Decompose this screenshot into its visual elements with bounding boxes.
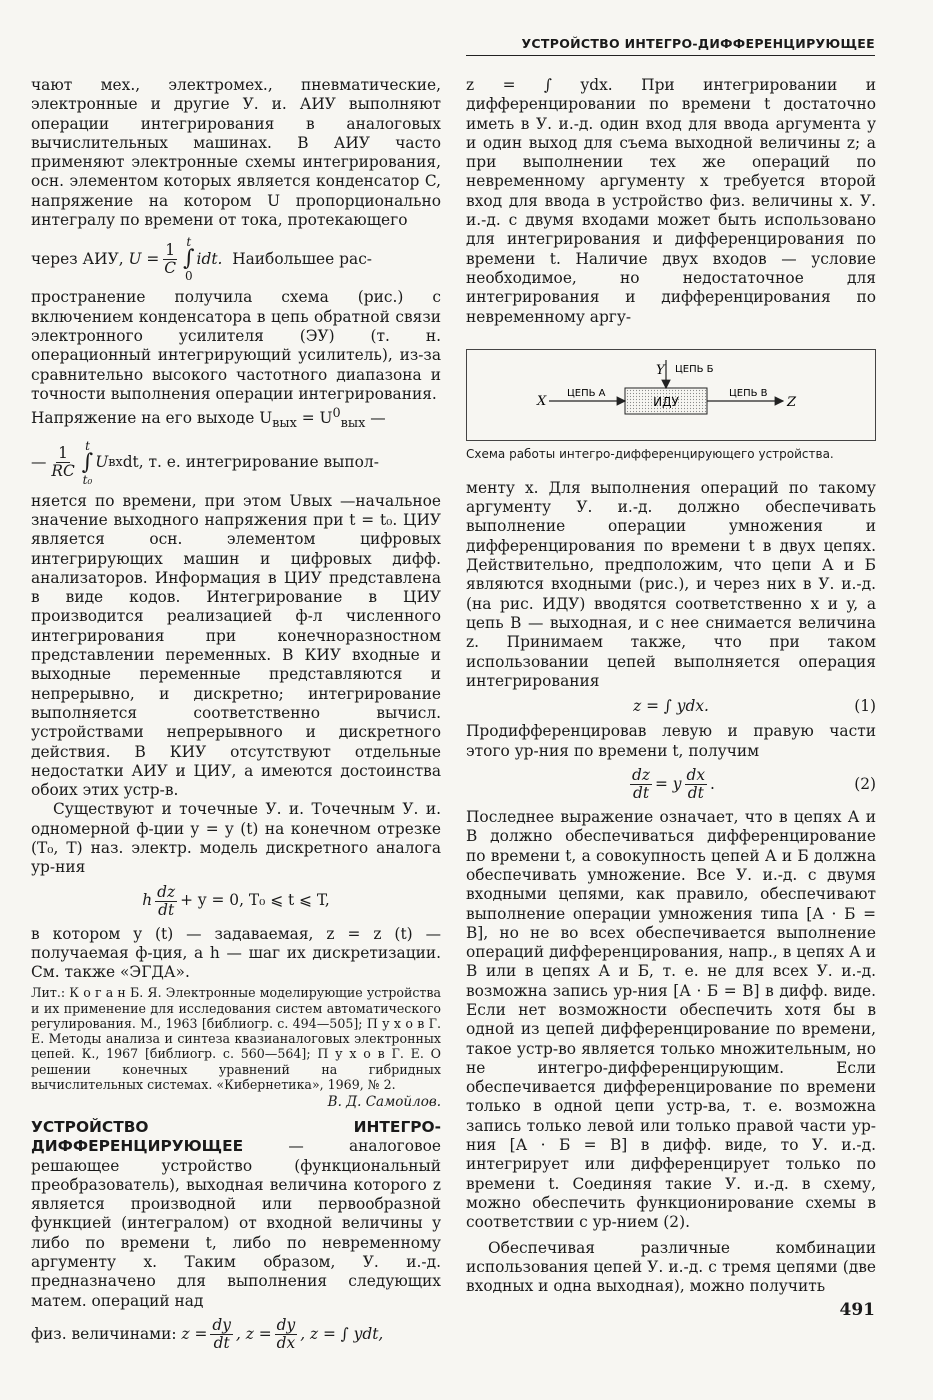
entry-text: — аналоговое решающее устройство (функциональный преобразователь), выходная величина которого z является производной или первообразной функцией (интегралом) от входной величины y либо по времени t, либо по невременному аргументу x. Таким образом, У. и.-д. предназначено для выполнения следующих матем. операций над xyxy=(31,1137,441,1310)
equation-number: (2) xyxy=(854,774,876,793)
denominator: dt xyxy=(633,784,650,803)
formula-text: U = xyxy=(128,249,160,268)
equation-2 xyxy=(466,767,876,802)
label-y: Y xyxy=(656,362,665,378)
paragraph: z = ∫ ydx. При интегрировании и дифференцировании по времени t достаточно иметь в У. и.-д. один вход для ввода аргумента y и один выход для съема выходной величины z; а при выполнении тех же операций по невременному аргументу x требуется второй вход для ввода в устройство физ. величины x. У. и.-д. с двумя входами может быть использовано для интегрирования и дифференцирования по времени t. Наличие двух входов — условие необходимое, но недостаточное для интегрирования и дифференцирования по невременному аргу- xyxy=(466,76,876,326)
formula-aiu xyxy=(31,236,441,282)
literature-list: Лит.: К о г а н Б. Я. Электронные моделирующие устройства и их применение для исследования систем автоматического регулирования. М., 1963 [библиогр. с. 494—505]; П у х о в Г. Е. Методы анализа и синтеза квазианалоговых электронных цепей. К., 1967 [библиогр. с. 560—564]; П у х о в Г. Е. О решении конечных уравнений на гибридных вычислительных системах. «Кибернетика», 1969, № 2. xyxy=(31,985,441,1092)
integral-sign: t ∫ 0 xyxy=(183,235,195,284)
formula-text: idt. xyxy=(196,249,223,268)
lower-limit: t₀ xyxy=(82,472,93,487)
formula-text: физ. величинами: xyxy=(31,1324,177,1343)
numerator: dz xyxy=(157,882,176,901)
formula-text: dt, т. е. интегрирование выпол- xyxy=(122,453,379,471)
running-header xyxy=(0,32,933,58)
formula-operations xyxy=(31,1317,441,1352)
numerator: dz xyxy=(632,766,651,785)
formula-text: = U xyxy=(296,409,333,428)
fraction xyxy=(155,884,177,919)
entry-paragraph xyxy=(31,1118,441,1311)
right-column xyxy=(466,76,876,1296)
fraction xyxy=(630,767,652,802)
denominator: C xyxy=(164,258,177,277)
denominator: dt xyxy=(158,900,175,919)
formula-output xyxy=(31,404,441,434)
paragraph: Существуют и точечные У. и. Точечным У. и. одномерной ф-ции y = y (t) на конечном отрезке (T₀, T) наз. электр. модель дискретного аналога ур-ния xyxy=(31,800,441,877)
formula-text: Напряжение на его выходе U xyxy=(31,409,273,428)
fraction xyxy=(210,1317,233,1352)
upper-limit: t xyxy=(85,438,90,453)
fraction xyxy=(49,445,76,480)
formula-difference xyxy=(31,884,441,919)
device-label: ИДУ xyxy=(653,394,679,409)
lower-limit: 0 xyxy=(184,269,193,284)
header-title: УСТРОЙСТВО ИНТЕГРО-ДИФФЕРЕНЦИРУЮЩЕЕ xyxy=(521,36,875,51)
header-rule xyxy=(466,55,875,56)
paragraph: Обеспечивая различные комбинации использования цепей У. и.-д. с тремя цепями (две входных и одна выходная), можно получить xyxy=(466,1238,876,1296)
figure-diagram xyxy=(466,349,876,441)
left-column xyxy=(31,76,441,1358)
formula-text: , z = xyxy=(235,1324,272,1343)
numerator: 1 xyxy=(58,444,68,463)
author-signature: В. Д. Самойлов. xyxy=(327,1093,441,1110)
page-number: 491 xyxy=(839,1300,875,1320)
fraction xyxy=(162,242,178,277)
formula-text: — xyxy=(31,453,47,471)
numerator: 1 xyxy=(165,240,176,259)
formula-text: , z = ∫ ydt, xyxy=(300,1324,384,1343)
label-chain-v: ЦЕПЬ В xyxy=(729,387,768,399)
fraction xyxy=(685,767,708,802)
formula-text: z = xyxy=(181,1324,208,1343)
denominator: dt xyxy=(687,784,704,803)
paragraph: Последнее выражение означает, что в цепях А и В должно обеспечиваться дифференцирование по времени t, а совокупность цепей А и Б должна обеспечивать умножение. Все У. и.-д. с двумя входными цепями, как правило, обеспечивают выполнение операции умножения типа [А · Б = В], но не во всех обеспечивается выполнение операций дифференцирования, напр., в цепях А и В или в цепях А и Б, т. е. не для всех У. и.-д. возможна запись ур-ния [А · Б = В] в дифф. виде. Если нет возможности обеспечить хотя бы в одной из цепей дифференцирование по времени, такое устр-во является только множительным, но не интегро-дифференцирующим. Если обеспечивается дифференцирование по времени только в одной цепи устр-ва, т. е. возможна запись только левой или только правой части ур-ния [А · Б = В] в дифф. виде, то У. и.-д. интегрирует или дифференцирует только по времени t. Соединяя такие У. и.-д. в схему, можно обеспечить функционирование схемы в соответствии с ур-нием (2). xyxy=(466,808,876,1232)
equation-text: z = ∫ ydx. xyxy=(633,697,709,716)
label-x: X xyxy=(537,393,547,409)
formula-text: — xyxy=(365,409,386,428)
paragraph: Продифференцировав левую и правую части этого ур-ния по времени t, получим xyxy=(466,722,876,760)
label-chain-a: ЦЕПЬ А xyxy=(567,387,606,399)
formula-text: через АИУ, xyxy=(31,249,124,268)
label-z: Z xyxy=(787,394,797,410)
label-chain-b: ЦЕПЬ Б xyxy=(675,363,714,375)
paragraph: чают мех., электромех., пневматические, электронные и другие У. и. АИУ выполняют операции интегрирования в аналоговых вычислительных машинах. В АИУ часто применяют электронные схемы интегрирования, осн. элементом которых является конденсатор C, напряжение на котором U пропорционально интегралу по времени от тока, протекающего xyxy=(31,76,441,230)
numerator: dy xyxy=(276,1315,296,1334)
paragraph: менту x. Для выполнения операций по такому аргументу У. и.-д. должно обеспечивать выполнение операции умножения и дифференцирования по времени t в двух цепях. Действительно, предположим, что цепи А и Б являются входными (рис.), и через них в У. и.-д. (на рис. ИДУ) вводятся соответственно x и y, а цепь В — выходная, и с нее снимается величина z. Принимаем также, что при таком использовании цепей выполняется операция интегрирования xyxy=(466,478,876,690)
formula-text: Наибольшее рас- xyxy=(232,249,373,268)
fraction xyxy=(275,1317,298,1352)
figure-caption: Схема работы интегро-дифференцирующего устройства. xyxy=(466,446,834,461)
formula-text: h xyxy=(142,891,153,910)
upper-limit: t xyxy=(186,235,192,250)
formula-text: + y = 0, T₀ ⩽ t ⩽ T, xyxy=(180,891,330,910)
subscript: вх xyxy=(108,455,123,470)
denominator: dt xyxy=(213,1333,230,1352)
integral-sign: t ∫ t₀ xyxy=(81,438,94,487)
subscript: вых xyxy=(272,416,297,432)
numerator: dy xyxy=(212,1315,231,1334)
entry-term: УСТРОЙСТВО ИНТЕГРО-ДИФФЕРЕНЦИРУЮЩЕЕ xyxy=(31,1117,441,1156)
paragraph: пространение получила схема (рис.) с включением конденсатора в цепь обратной связи электронного усилителя (ЭУ) (т. н. операционный интегрирующий усилитель), из-за сравнительно высокого частотного диапазона и точности выполнения операции интегрирования. xyxy=(31,288,441,403)
paragraph: няется по времени, при этом Uвых —начальное значение выходного напряжения при t = t₀. ЦИУ является осн. элементом цифровых интегрирующих машин и цифровых дифф. анализаторов. Информация в ЦИУ представлена в виде кодов. Интегрирование в ЦИУ производится реализацией ф-л численного интегрирования при конечноразностном представлении переменных. В КИУ входные и выходные переменные представляются и непрерывно, и дискретно; интегрирование выполняется соответственно вычисл. устройствами непрерывного и дискретного действия. В КИУ отсутствуют отдельные недостатки АИУ и ЦИУ, а имеются достоинства обоих этих устр-в. xyxy=(31,491,441,800)
subscript: вых xyxy=(340,416,366,432)
denominator: dx xyxy=(276,1333,296,1352)
equation-text: . xyxy=(710,774,715,793)
paragraph: в котором y (t) — задаваемая, z = z (t) — получаемая ф-ция, а h — шаг их дискретизации. См. также «ЭГДА». xyxy=(31,924,441,982)
diagram-svg xyxy=(467,350,875,440)
numerator: dx xyxy=(686,766,706,785)
equation-1 xyxy=(466,697,876,716)
superscript: 0 xyxy=(332,406,341,422)
formula-text: U xyxy=(95,453,109,471)
formula-rc xyxy=(31,440,441,486)
equation-number: (1) xyxy=(854,697,876,716)
denominator: RC xyxy=(51,462,75,481)
equation-text: = y xyxy=(655,774,682,793)
